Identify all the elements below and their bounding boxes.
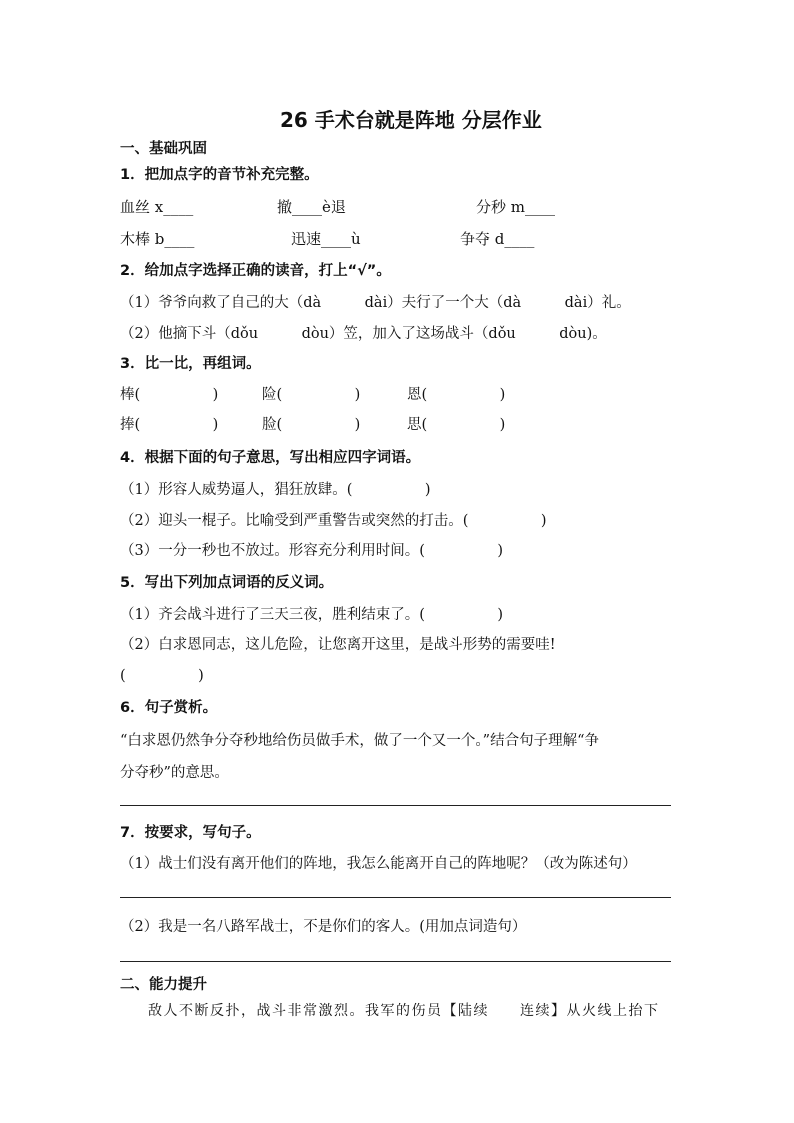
q7-item: （1）战士们没有离开他们的阵地，我怎么能离开自己的阵地呢？（改为陈述句） xyxy=(120,856,637,872)
q6-answer-line xyxy=(120,805,671,806)
q5-heading: 5．写出下列加点词语的反义词。 xyxy=(120,575,334,591)
q3-item: 险( ) xyxy=(262,387,361,403)
q3-item: 脸( ) xyxy=(262,417,361,433)
q6-text-line: 分夺秒”的意思。 xyxy=(120,765,229,781)
q2-heading: 2．给加点字选择正确的读音，打上“√”。 xyxy=(120,263,391,279)
q3-item: 捧( ) xyxy=(120,417,219,433)
q2-item: （2）他摘下斗（dǒu dòu）笠，加入了这场战斗（dǒu dòu)。 xyxy=(120,326,607,342)
q5-answer-blank: ( ) xyxy=(120,668,204,684)
q4-item: （3）一分一秒也不放过。形容充分利用时间。( ) xyxy=(120,543,504,559)
q4-item: （2）迎头一棍子。比喻受到严重警告或突然的打击。( ) xyxy=(120,513,547,529)
q4-item: （1）形容人威势逼人，猖狂放肆。( ) xyxy=(120,482,431,498)
q7-item: （2）我是一名八路军战士，不是你们的客人。(用加点词造句） xyxy=(120,919,527,935)
q7-answer-line xyxy=(120,961,671,962)
q5-item: （1）齐会战斗进行了三天三夜，胜利结束了。( ) xyxy=(120,607,504,623)
q3-item: 恩( ) xyxy=(407,387,506,403)
q1-item: 争夺 d____ xyxy=(460,230,535,248)
passage-text: 敌人不断反扑，战斗非常激烈。我军的伤员【陆续 连续】从火线上抬下 xyxy=(148,1003,660,1019)
q1-item: 木棒 b____ xyxy=(120,230,195,248)
section-ability-heading: 二、能力提升 xyxy=(120,977,207,993)
q3-heading: 3．比一比，再组词。 xyxy=(120,356,261,372)
q5-item: （2）白求恩同志，这儿危险，让您离开这里，是战斗形势的需要哇! xyxy=(120,637,556,653)
q3-item: 思( ) xyxy=(407,417,506,433)
q7-answer-line xyxy=(120,897,671,898)
page-title: 26 手术台就是阵地 分层作业 xyxy=(280,108,542,132)
q2-item: （1）爷爷向救了自己的大（dà dài）夫行了一个大（dà dài）礼。 xyxy=(120,295,631,311)
q1-item: 分秒 m____ xyxy=(476,198,555,216)
q1-item: 撤____è退 xyxy=(277,198,346,216)
q6-text-line: “白求恩仍然争分夺秒地给伤员做手术，做了一个又一个。”结合句子理解“争 xyxy=(120,733,599,749)
q1-item: 迅速____ù xyxy=(291,230,361,248)
section-basic-heading: 一、基础巩固 xyxy=(120,141,207,157)
q1-heading: 1．把加点字的音节补充完整。 xyxy=(120,167,319,183)
q6-heading: 6．句子赏析。 xyxy=(120,700,218,716)
q1-item: 血丝 x____ xyxy=(120,198,194,216)
q4-heading: 4．根据下面的句子意思，写出相应四字词语。 xyxy=(120,450,421,466)
q7-heading: 7．按要求，写句子。 xyxy=(120,825,261,841)
q3-item: 棒( ) xyxy=(120,387,219,403)
